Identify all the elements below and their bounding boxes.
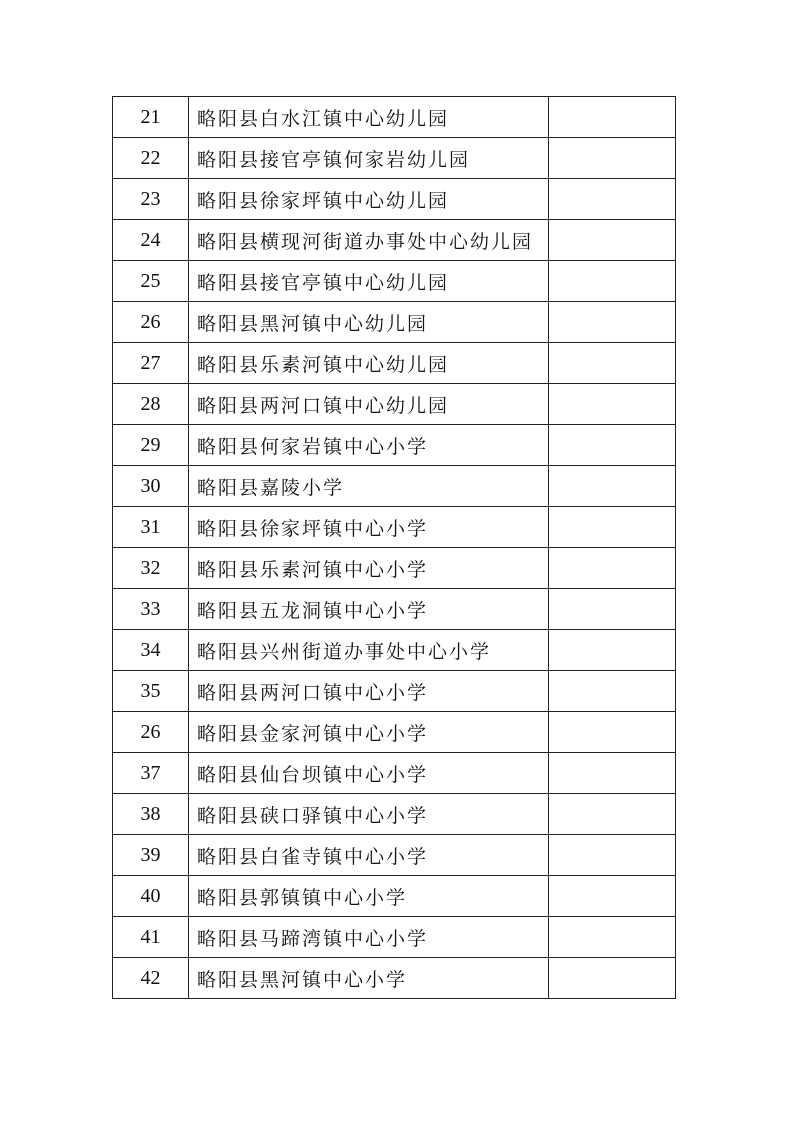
table-row [113, 507, 676, 548]
row-number: 25 [113, 261, 189, 302]
row-number: 22 [113, 138, 189, 179]
school-name: 略阳县仙台坝镇中心小学 [189, 753, 549, 794]
row-number: 32 [113, 548, 189, 589]
row-number: 23 [113, 179, 189, 220]
table-row [113, 384, 676, 425]
table-row [113, 179, 676, 220]
table-row [113, 794, 676, 835]
table-row [113, 589, 676, 630]
table-row [113, 466, 676, 507]
school-name: 略阳县徐家坪镇中心幼儿园 [189, 179, 549, 220]
row-number: 35 [113, 671, 189, 712]
table-row [113, 630, 676, 671]
row-number: 39 [113, 835, 189, 876]
school-name: 略阳县兴州街道办事处中心小学 [189, 630, 549, 671]
table-row [113, 671, 676, 712]
remark-cell [549, 261, 676, 302]
table-row [113, 343, 676, 384]
table-row [113, 835, 676, 876]
row-number: 33 [113, 589, 189, 630]
row-number: 37 [113, 753, 189, 794]
table-row [113, 958, 676, 999]
remark-cell [549, 302, 676, 343]
remark-cell [549, 425, 676, 466]
row-number: 30 [113, 466, 189, 507]
row-number: 34 [113, 630, 189, 671]
school-name: 略阳县五龙洞镇中心小学 [189, 589, 549, 630]
school-name: 略阳县接官亭镇中心幼儿园 [189, 261, 549, 302]
row-number: 41 [113, 917, 189, 958]
row-number: 38 [113, 794, 189, 835]
school-name: 略阳县乐素河镇中心小学 [189, 548, 549, 589]
remark-cell [549, 138, 676, 179]
remark-cell [549, 589, 676, 630]
remark-cell [549, 876, 676, 917]
row-number: 28 [113, 384, 189, 425]
remark-cell [549, 220, 676, 261]
school-name: 略阳县横现河街道办事处中心幼儿园 [189, 220, 549, 261]
remark-cell [549, 97, 676, 138]
remark-cell [549, 753, 676, 794]
school-list-table [112, 96, 676, 999]
table-body [113, 97, 676, 999]
table-row [113, 548, 676, 589]
remark-cell [549, 548, 676, 589]
row-number: 27 [113, 343, 189, 384]
school-name: 略阳县硖口驿镇中心小学 [189, 794, 549, 835]
row-number: 31 [113, 507, 189, 548]
remark-cell [549, 630, 676, 671]
row-number: 26 [113, 302, 189, 343]
remark-cell [549, 671, 676, 712]
school-name: 略阳县嘉陵小学 [189, 466, 549, 507]
remark-cell [549, 466, 676, 507]
school-name: 略阳县金家河镇中心小学 [189, 712, 549, 753]
remark-cell [549, 507, 676, 548]
table-row [113, 712, 676, 753]
row-number: 24 [113, 220, 189, 261]
remark-cell [549, 794, 676, 835]
school-name: 略阳县郭镇镇中心小学 [189, 876, 549, 917]
school-name: 略阳县黑河镇中心小学 [189, 958, 549, 999]
school-name: 略阳县两河口镇中心幼儿园 [189, 384, 549, 425]
school-name: 略阳县徐家坪镇中心小学 [189, 507, 549, 548]
table-row [113, 425, 676, 466]
school-name: 略阳县乐素河镇中心幼儿园 [189, 343, 549, 384]
table-row [113, 261, 676, 302]
school-name: 略阳县接官亭镇何家岩幼儿园 [189, 138, 549, 179]
remark-cell [549, 917, 676, 958]
remark-cell [549, 179, 676, 220]
table-row [113, 753, 676, 794]
school-name: 略阳县白雀寺镇中心小学 [189, 835, 549, 876]
table-row [113, 138, 676, 179]
table-row [113, 876, 676, 917]
school-name: 略阳县白水江镇中心幼儿园 [189, 97, 549, 138]
row-number: 40 [113, 876, 189, 917]
row-number: 29 [113, 425, 189, 466]
school-name: 略阳县两河口镇中心小学 [189, 671, 549, 712]
school-name: 略阳县何家岩镇中心小学 [189, 425, 549, 466]
remark-cell [549, 958, 676, 999]
row-number: 26 [113, 712, 189, 753]
school-name: 略阳县黑河镇中心幼儿园 [189, 302, 549, 343]
remark-cell [549, 343, 676, 384]
table-row [113, 302, 676, 343]
remark-cell [549, 712, 676, 753]
table-row [113, 97, 676, 138]
table-row [113, 917, 676, 958]
table-row [113, 220, 676, 261]
row-number: 21 [113, 97, 189, 138]
remark-cell [549, 384, 676, 425]
remark-cell [549, 835, 676, 876]
school-name: 略阳县马蹄湾镇中心小学 [189, 917, 549, 958]
row-number: 42 [113, 958, 189, 999]
